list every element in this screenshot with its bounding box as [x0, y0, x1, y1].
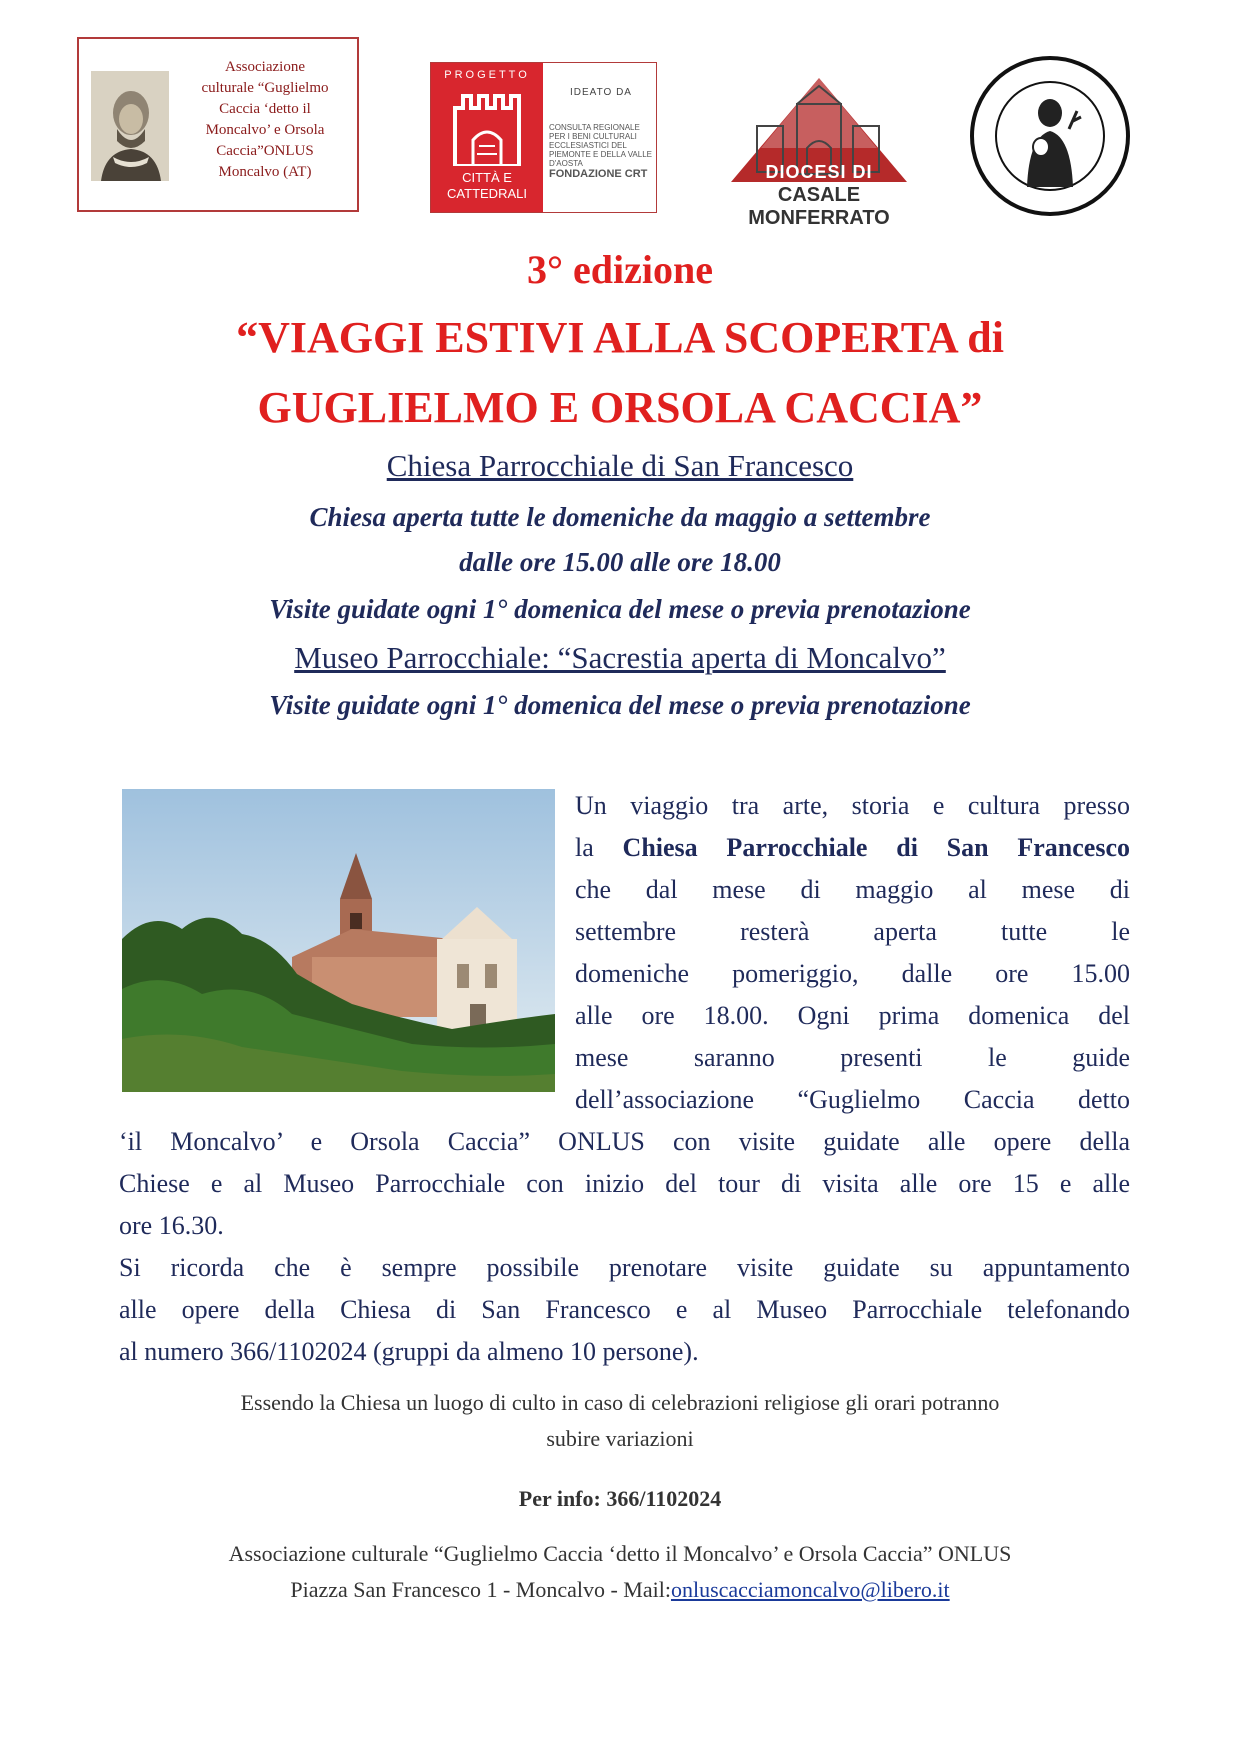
body-line-r6: alle ore 18.00. Ogni prima domenica del — [575, 1001, 1130, 1030]
progetto-title: CITTÀ E CATTEDRALI — [447, 170, 527, 201]
portrait-image — [91, 71, 169, 181]
ideato-label: IDEATO DA — [570, 87, 632, 98]
museum-guided-visits-line: Visite guidate ogni 1° domenica del mese o previa prenotazione — [269, 690, 971, 720]
email-link[interactable]: onluscacciamoncalvo@libero.it — [670, 1577, 950, 1602]
body-line-r2 — [575, 827, 1130, 869]
association-logo — [77, 37, 359, 212]
body-line-f2: Chiese e al Museo Parrocchiale con inizio del tour di visita alle ore 15 e alle — [119, 1169, 1130, 1198]
footer-association: Associazione culturale “Guglielmo Caccia ‘detto il Moncalvo’ e Orsola Caccia” ONLUS — [228, 1541, 1012, 1566]
body-line-r4: settembre resterà aperta tutte le — [575, 917, 1130, 946]
hours-line: dalle ore 15.00 alle ore 18.00 — [459, 547, 781, 577]
saint-anthony-seal-icon — [969, 55, 1131, 217]
association-logo-text: Associazione culturale “Guglielmo Caccia ‘detto il Moncalvo’ e Orsola Caccia”ONLUS Moncalvo (AT) — [201, 59, 329, 180]
body-line-p2-2: alle opere della Chiesa di San Francesco e al Museo Parrocchiale telefonando — [119, 1295, 1130, 1324]
castle-icon — [445, 88, 529, 166]
consulta-label: CONSULTA REGIONALE PER I BENI CULTURALI ECCLESIASTICI DEL PIEMONTE E DELLA VALLE D'AOSTA — [549, 123, 653, 168]
fondazione-label: FONDAZIONE CRT — [549, 168, 648, 180]
body-line-f3: ore 16.30. — [119, 1211, 224, 1240]
body-line-r7: mese saranno presenti le guide — [575, 1043, 1130, 1072]
body-line-f1: ‘il Moncalvo’ e Orsola Caccia” ONLUS con visite guidate alle opere della — [119, 1127, 1130, 1156]
footer-address-text: Piazza San Francesco 1 - Moncalvo - Mail: — [290, 1577, 671, 1602]
variation-note-line2: subire variazioni — [546, 1426, 694, 1451]
museum-heading: Museo Parrocchiale: “Sacrestia aperta di Moncalvo” — [294, 640, 946, 675]
church-photo — [122, 789, 555, 1092]
progetto-citta-cattedrali-logo — [430, 62, 657, 213]
main-title-line1: “VIAGGI ESTIVI ALLA SCOPERTA di — [236, 313, 1004, 362]
open-days-line: Chiesa aperta tutte le domeniche da maggio a settembre — [309, 502, 931, 532]
body-line-p2-1: Si ricorda che è sempre possibile prenotare visite guidate su appuntamento — [119, 1253, 1130, 1282]
body-line-r3: che dal mese di maggio al mese di — [575, 875, 1130, 904]
diocesi-line2: CASALE MONFERRATO — [748, 184, 890, 229]
diocesi-logo — [727, 76, 911, 229]
edition-heading: 3° edizione — [527, 247, 713, 292]
progetto-label: PROGETTO — [444, 69, 530, 81]
body-church-name: Chiesa Parrocchiale di San Francesco — [622, 833, 1130, 862]
info-phone: Per info: 366/1102024 — [518, 1486, 722, 1511]
variation-note-line1: Essendo la Chiesa un luogo di culto in caso di celebrazioni religiose gli orari potranno — [240, 1390, 1000, 1415]
body-line-r1: Un viaggio tra arte, storia e cultura presso — [575, 791, 1130, 820]
main-title-line2: GUGLIELMO E ORSOLA CACCIA” — [257, 383, 983, 432]
body-line-p2-3: al numero 366/1102024 (gruppi da almeno 10 persone). — [119, 1337, 699, 1366]
body-line-r8: dell’associazione “Guglielmo Caccia detto — [575, 1085, 1130, 1114]
diocesi-line1: DIOCESI DI — [765, 162, 873, 182]
footer-address — [100, 1577, 1140, 1603]
parrocchia-seal-logo — [969, 55, 1131, 217]
guided-visits-line: Visite guidate ogni 1° domenica del mese o previa prenotazione — [269, 594, 971, 624]
body-line-r2-prefix: la — [575, 833, 623, 862]
body-line-r5: domeniche pomeriggio, dalle ore 15.00 — [575, 959, 1130, 988]
church-heading: Chiesa Parrocchiale di San Francesco — [386, 448, 854, 483]
